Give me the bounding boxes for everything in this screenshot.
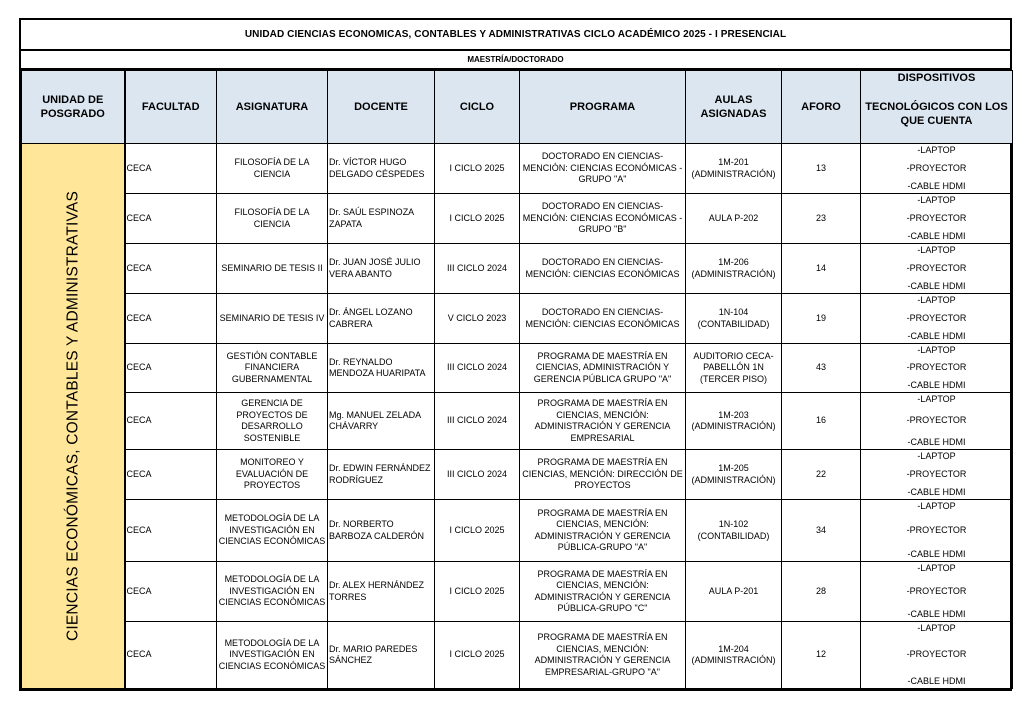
device-item: -CABLE HDMI	[907, 230, 966, 241]
dispositivos-cell	[861, 294, 1013, 344]
aula-cell: AULA P-201	[686, 562, 782, 622]
ciclo-cell: I CICLO 2025	[435, 194, 520, 244]
dispositivos-cell	[861, 344, 1013, 393]
docente-cell: Dr. VÍCTOR HUGO DELGADO CÉSPEDES	[328, 144, 435, 194]
asignatura-cell: FILOSOFÍA DE LA CIENCIA	[217, 194, 328, 244]
dispositivos-cell	[861, 194, 1013, 244]
dispositivos-cell	[861, 393, 1013, 450]
header-aforo: AFORO	[782, 71, 861, 144]
docente-cell: Dr. NORBERTO BARBOZA CALDERÓN	[328, 500, 435, 562]
ciclo-cell: I CICLO 2025	[435, 622, 520, 689]
dispositivos-cell	[861, 500, 1013, 562]
device-item: -LAPTOP	[917, 345, 956, 355]
ciclo-cell: V CICLO 2023	[435, 294, 520, 344]
device-item: -PROYECTOR	[906, 585, 967, 596]
device-item: -CABLE HDMI	[907, 675, 966, 686]
aforo-cell: 13	[782, 144, 861, 194]
device-item: -CABLE HDMI	[907, 436, 966, 447]
ciclo-cell: I CICLO 2025	[435, 500, 520, 562]
table-row	[22, 393, 1013, 450]
header-programa: PROGRAMA	[520, 71, 686, 144]
aula-cell: AUDITORIO CECA-PABELLÓN 1N (TERCER PISO)	[686, 344, 782, 393]
aforo-cell: 28	[782, 562, 861, 622]
device-item: -LAPTOP	[917, 451, 956, 461]
dispositivos-cell	[861, 144, 1013, 194]
device-item: -LAPTOP	[917, 501, 956, 511]
device-item: -LAPTOP	[917, 145, 956, 155]
document-subtitle: MAESTRÍA/DOCTORADO	[21, 51, 1010, 70]
facultad-cell: CECA	[125, 562, 217, 622]
docente-cell: Dr. MARIO PAREDES SÁNCHEZ	[328, 622, 435, 689]
aforo-cell: 16	[782, 393, 861, 450]
device-item: -PROYECTOR	[906, 524, 967, 535]
aula-cell: 1M-204 (ADMINISTRACIÓN)	[686, 622, 782, 689]
asignatura-cell: SEMINARIO DE TESIS IV	[217, 294, 328, 344]
docente-cell: Dr. ALEX HERNÁNDEZ TORRES	[328, 562, 435, 622]
header-dispositivos-line1: DISPOSITIVOS	[897, 72, 976, 84]
facultad-cell: CECA	[125, 294, 217, 344]
header-row	[22, 71, 1013, 144]
schedule-table	[21, 70, 1013, 689]
dispositivos-cell	[861, 622, 1013, 689]
schedule-sheet	[19, 18, 1012, 691]
asignatura-cell: METODOLOGÍA DE LA INVESTIGACIÓN EN CIENCIAS ECONÓMICAS	[217, 562, 328, 622]
document-title: UNIDAD CIENCIAS ECONOMICAS, CONTABLES Y ADMINISTRATIVAS CICLO ACADÉMICO 2025 - I PRESENCIAL	[21, 20, 1010, 51]
programa-cell: PROGRAMA DE MAESTRÍA EN CIENCIAS, MENCIÓN: DIRECCIÓN DE PROYECTOS	[520, 450, 686, 500]
header-dispositivos	[861, 71, 1013, 144]
table-row	[22, 344, 1013, 393]
ciclo-cell: III CICLO 2024	[435, 393, 520, 450]
aforo-cell: 43	[782, 344, 861, 393]
programa-cell: DOCTORADO EN CIENCIAS-MENCIÓN: CIENCIAS ECONÓMICAS - GRUPO "B"	[520, 194, 686, 244]
unit-cell	[22, 144, 125, 689]
aforo-cell: 19	[782, 294, 861, 344]
docente-cell: Dr. ÁNGEL LOZANO CABRERA	[328, 294, 435, 344]
ciclo-cell: I CICLO 2025	[435, 562, 520, 622]
table-row	[22, 450, 1013, 500]
dispositivos-cell	[861, 562, 1013, 622]
device-item: -LAPTOP	[917, 245, 956, 255]
table-row	[22, 500, 1013, 562]
docente-cell: Dr. REYNALDO MENDOZA HUARIPATA	[328, 344, 435, 393]
device-item: -CABLE HDMI	[907, 379, 966, 390]
aula-cell: 1M-206 (ADMINISTRACIÓN)	[686, 244, 782, 294]
device-item: -CABLE HDMI	[907, 486, 966, 497]
device-item: -LAPTOP	[917, 394, 956, 404]
aula-cell: 1N-104 (CONTABILIDAD)	[686, 294, 782, 344]
device-item: -CABLE HDMI	[907, 548, 966, 559]
device-item: -PROYECTOR	[906, 262, 967, 273]
table-row	[22, 294, 1013, 344]
asignatura-cell: GERENCIA DE PROYECTOS DE DESARROLLO SOSTENIBLE	[217, 393, 328, 450]
programa-cell: PROGRAMA DE MAESTRÍA EN CIENCIAS, MENCIÓN: ADMINISTRACIÓN Y GERENCIA EMPRESARIAL-GRUPO "A"	[520, 622, 686, 689]
table-row	[22, 194, 1013, 244]
device-item: -PROYECTOR	[906, 312, 967, 323]
header-dispositivos-line2: TECNOLÓGICOS CON LOS QUE CUENTA	[865, 101, 1008, 127]
device-item: -LAPTOP	[917, 563, 956, 573]
facultad-cell: CECA	[125, 244, 217, 294]
aforo-cell: 22	[782, 450, 861, 500]
asignatura-cell: GESTIÓN CONTABLE FINANCIERA GUBERNAMENTAL	[217, 344, 328, 393]
programa-cell: PROGRAMA DE MAESTRÍA EN CIENCIAS, MENCIÓN: ADMINISTRACIÓN Y GERENCIA PÚBLICA-GRUPO "C"	[520, 562, 686, 622]
asignatura-cell: METODOLOGÍA DE LA INVESTIGACIÓN EN CIENCIAS ECONÓMICAS	[217, 500, 328, 562]
device-item: -PROYECTOR	[906, 362, 967, 373]
aforo-cell: 12	[782, 622, 861, 689]
device-item: -LAPTOP	[917, 195, 956, 205]
facultad-cell: CECA	[125, 144, 217, 194]
docente-cell: Mg. MANUEL ZELADA CHÁVARRY	[328, 393, 435, 450]
asignatura-cell: MONITOREO Y EVALUACIÓN DE PROYECTOS	[217, 450, 328, 500]
programa-cell: DOCTORADO EN CIENCIAS-MENCIÓN: CIENCIAS ECONÓMICAS - GRUPO "A"	[520, 144, 686, 194]
device-item: -PROYECTOR	[906, 415, 967, 426]
unit-label: CIENCIAS ECONÓMICAS, CONTABLES Y ADMINISTRATIVAS	[64, 190, 81, 642]
device-item: -PROYECTOR	[906, 162, 967, 173]
aula-cell: AULA P-202	[686, 194, 782, 244]
table-row	[22, 244, 1013, 294]
header-unidad: UNIDAD DE POSGRADO	[22, 71, 125, 144]
device-item: -PROYECTOR	[906, 468, 967, 479]
device-item: -LAPTOP	[917, 295, 956, 305]
header-ciclo: CICLO	[435, 71, 520, 144]
table-row	[22, 144, 1013, 194]
device-item: -CABLE HDMI	[907, 330, 966, 341]
facultad-cell: CECA	[125, 344, 217, 393]
facultad-cell: CECA	[125, 194, 217, 244]
aforo-cell: 34	[782, 500, 861, 562]
asignatura-cell: FILOSOFÍA DE LA CIENCIA	[217, 144, 328, 194]
programa-cell: PROGRAMA DE MAESTRÍA EN CIENCIAS, ADMINISTRACIÓN Y GERENCIA PÚBLICA GRUPO "A"	[520, 344, 686, 393]
aula-cell: 1M-201 (ADMINISTRACIÓN)	[686, 144, 782, 194]
programa-cell: PROGRAMA DE MAESTRÍA EN CIENCIAS, MENCIÓN: ADMINISTRACIÓN Y GERENCIA EMPRESARIAL	[520, 393, 686, 450]
facultad-cell: CECA	[125, 450, 217, 500]
device-item: -CABLE HDMI	[907, 608, 966, 619]
aforo-cell: 23	[782, 194, 861, 244]
ciclo-cell: III CICLO 2024	[435, 344, 520, 393]
table-row	[22, 562, 1013, 622]
device-item: -CABLE HDMI	[907, 280, 966, 291]
device-item: -LAPTOP	[917, 623, 956, 633]
docente-cell: Dr. EDWIN FERNÁNDEZ RODRÍGUEZ	[328, 450, 435, 500]
ciclo-cell: I CICLO 2025	[435, 144, 520, 194]
device-item: -PROYECTOR	[906, 212, 967, 223]
facultad-cell: CECA	[125, 500, 217, 562]
aula-cell: 1M-203 (ADMINISTRACIÓN)	[686, 393, 782, 450]
table-row	[22, 622, 1013, 689]
device-item: -PROYECTOR	[906, 649, 967, 660]
docente-cell: Dr. JUAN JOSÉ JULIO VERA ABANTO	[328, 244, 435, 294]
docente-cell: Dr. SAÚL ESPINOZA ZAPATA	[328, 194, 435, 244]
dispositivos-cell	[861, 244, 1013, 294]
facultad-cell: CECA	[125, 622, 217, 689]
ciclo-cell: III CICLO 2024	[435, 450, 520, 500]
header-docente: DOCENTE	[328, 71, 435, 144]
aforo-cell: 14	[782, 244, 861, 294]
asignatura-cell: SEMINARIO DE TESIS II	[217, 244, 328, 294]
programa-cell: PROGRAMA DE MAESTRÍA EN CIENCIAS, MENCIÓN: ADMINISTRACIÓN Y GERENCIA PÚBLICA-GRUPO "A"	[520, 500, 686, 562]
programa-cell: DOCTORADO EN CIENCIAS-MENCIÓN: CIENCIAS ECONÓMICAS	[520, 244, 686, 294]
device-item: -CABLE HDMI	[907, 180, 966, 191]
header-asignatura: ASIGNATURA	[217, 71, 328, 144]
header-facultad: FACULTAD	[125, 71, 217, 144]
asignatura-cell: METODOLOGÍA DE LA INVESTIGACIÓN EN CIENCIAS ECONÓMICAS	[217, 622, 328, 689]
header-aulas: AULAS ASIGNADAS	[686, 71, 782, 144]
facultad-cell: CECA	[125, 393, 217, 450]
ciclo-cell: III CICLO 2024	[435, 244, 520, 294]
aula-cell: 1M-205 (ADMINISTRACIÓN)	[686, 450, 782, 500]
programa-cell: DOCTORADO EN CIENCIAS-MENCIÓN: CIENCIAS ECONÓMICAS	[520, 294, 686, 344]
dispositivos-cell	[861, 450, 1013, 500]
aula-cell: 1N-102 (CONTABILIDAD)	[686, 500, 782, 562]
